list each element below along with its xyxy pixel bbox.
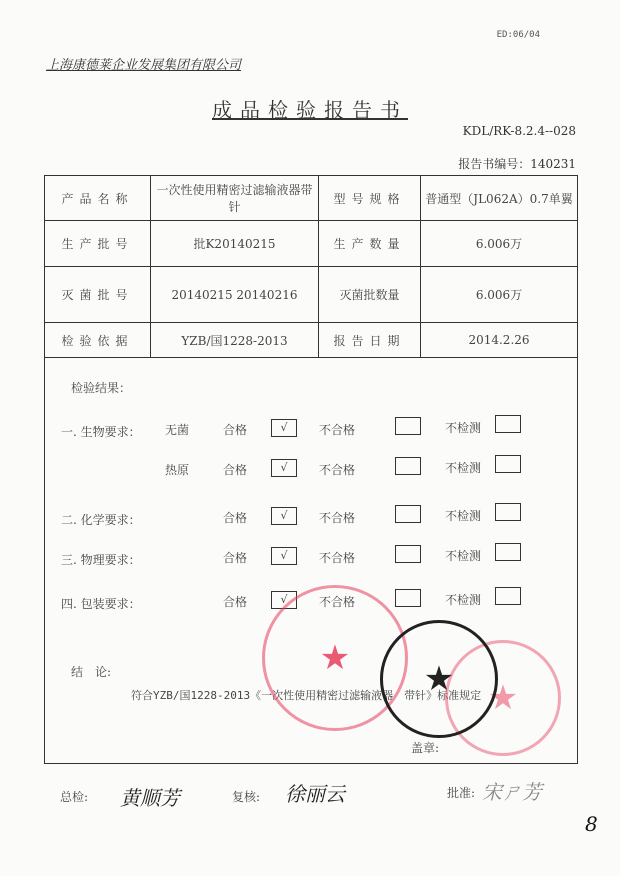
- label-cell: 型号规格: [319, 176, 421, 221]
- fail-checkbox[interactable]: [395, 545, 421, 563]
- untested-label: 不检测: [445, 549, 482, 563]
- label-cell: 灭菌批数量: [319, 267, 421, 323]
- category-label: 三. 物理要求：: [61, 553, 141, 567]
- seal-label: 盖章:: [411, 741, 440, 755]
- untested-label: 不检测: [445, 593, 482, 607]
- label-cell: 检验依据: [45, 323, 151, 358]
- reviewer-label: 复核:: [232, 790, 261, 804]
- red-seal-stamp: ★: [445, 640, 561, 756]
- untested-label: 不检测: [445, 509, 482, 523]
- approver-signature: 宋ㄕ芳: [482, 780, 542, 804]
- fail-checkbox[interactable]: [395, 457, 421, 475]
- fail-label: 不合格: [319, 551, 356, 565]
- red-seal-stamp: ★: [262, 585, 408, 731]
- inspector-label: 总检:: [60, 790, 89, 804]
- black-inspection-stamp: ★: [380, 620, 498, 738]
- pass-label: 合格: [223, 423, 248, 437]
- fail-label: 不合格: [319, 423, 356, 437]
- category-label: 二. 化学要求：: [61, 513, 141, 527]
- sub-item-label: 无菌: [165, 423, 190, 437]
- pass-checkbox[interactable]: √: [271, 419, 297, 437]
- label-cell: 灭菌批号: [45, 267, 151, 323]
- edition-code: ED:06/04: [496, 30, 540, 40]
- value-cell: 批K20140215: [151, 221, 319, 267]
- label-cell: 生产批号: [45, 221, 151, 267]
- conclusion-text: 符合YZB/国1228-2013《一次性使用精密过滤输液器 带针》标准规定: [131, 689, 482, 702]
- untested-checkbox[interactable]: [495, 503, 521, 521]
- document-code: KDL/RK-8.2.4--028: [462, 124, 576, 138]
- value-cell: 一次性使用精密过滤输液器带针: [151, 176, 319, 221]
- table-row: [45, 221, 578, 267]
- results-heading: 检验结果：: [71, 381, 132, 395]
- untested-checkbox[interactable]: [495, 455, 521, 473]
- pass-label: 合格: [223, 551, 248, 565]
- product-info-table: [44, 175, 578, 358]
- pass-label: 合格: [223, 511, 248, 525]
- category-label: 一. 生物要求：: [61, 425, 141, 439]
- pass-checkbox[interactable]: √: [271, 547, 297, 565]
- pass-checkbox[interactable]: √: [271, 591, 297, 609]
- table-row: [45, 267, 578, 323]
- document-title: 成品检验报告书: [212, 98, 408, 122]
- label-cell: 生产数量: [319, 221, 421, 267]
- pass-label: 合格: [223, 463, 248, 477]
- table-row: [45, 323, 578, 358]
- value-cell: 20140215 20140216: [151, 267, 319, 323]
- approver-label: 批准:: [447, 786, 476, 800]
- untested-checkbox[interactable]: [495, 415, 521, 433]
- untested-checkbox[interactable]: [495, 543, 521, 561]
- value-cell: YZB/国1228-2013: [151, 323, 319, 358]
- category-label: 四. 包装要求：: [61, 597, 141, 611]
- value-cell: 普通型（JL062A）0.7单翼: [421, 176, 578, 221]
- fail-checkbox[interactable]: [395, 417, 421, 435]
- reviewer-signature: 徐丽云: [285, 782, 345, 806]
- company-name: 上海康德莱企业发展集团有限公司: [46, 58, 242, 73]
- pass-checkbox[interactable]: √: [271, 507, 297, 525]
- untested-label: 不检测: [445, 461, 482, 475]
- conclusion-label: 结 论:: [71, 665, 112, 679]
- table-row: [45, 176, 578, 221]
- fail-label: 不合格: [319, 595, 356, 609]
- untested-checkbox[interactable]: [495, 587, 521, 605]
- label-cell: 报告日期: [319, 323, 421, 358]
- pass-label: 合格: [223, 595, 248, 609]
- label-cell: 产品名称: [45, 176, 151, 221]
- fail-label: 不合格: [319, 463, 356, 477]
- value-cell: 2014.2.26: [421, 323, 578, 358]
- fail-checkbox[interactable]: [395, 589, 421, 607]
- fail-label: 不合格: [319, 511, 356, 525]
- fail-checkbox[interactable]: [395, 505, 421, 523]
- value-cell: 6.006万: [421, 267, 578, 323]
- untested-label: 不检测: [445, 421, 482, 435]
- value-cell: 6.006万: [421, 221, 578, 267]
- report-number: 报告书编号：140231: [458, 157, 576, 171]
- sub-item-label: 热原: [165, 463, 190, 477]
- pass-checkbox[interactable]: √: [271, 459, 297, 477]
- page-mark: 8: [585, 812, 598, 836]
- inspector-signature: 黄顺芳: [120, 786, 180, 810]
